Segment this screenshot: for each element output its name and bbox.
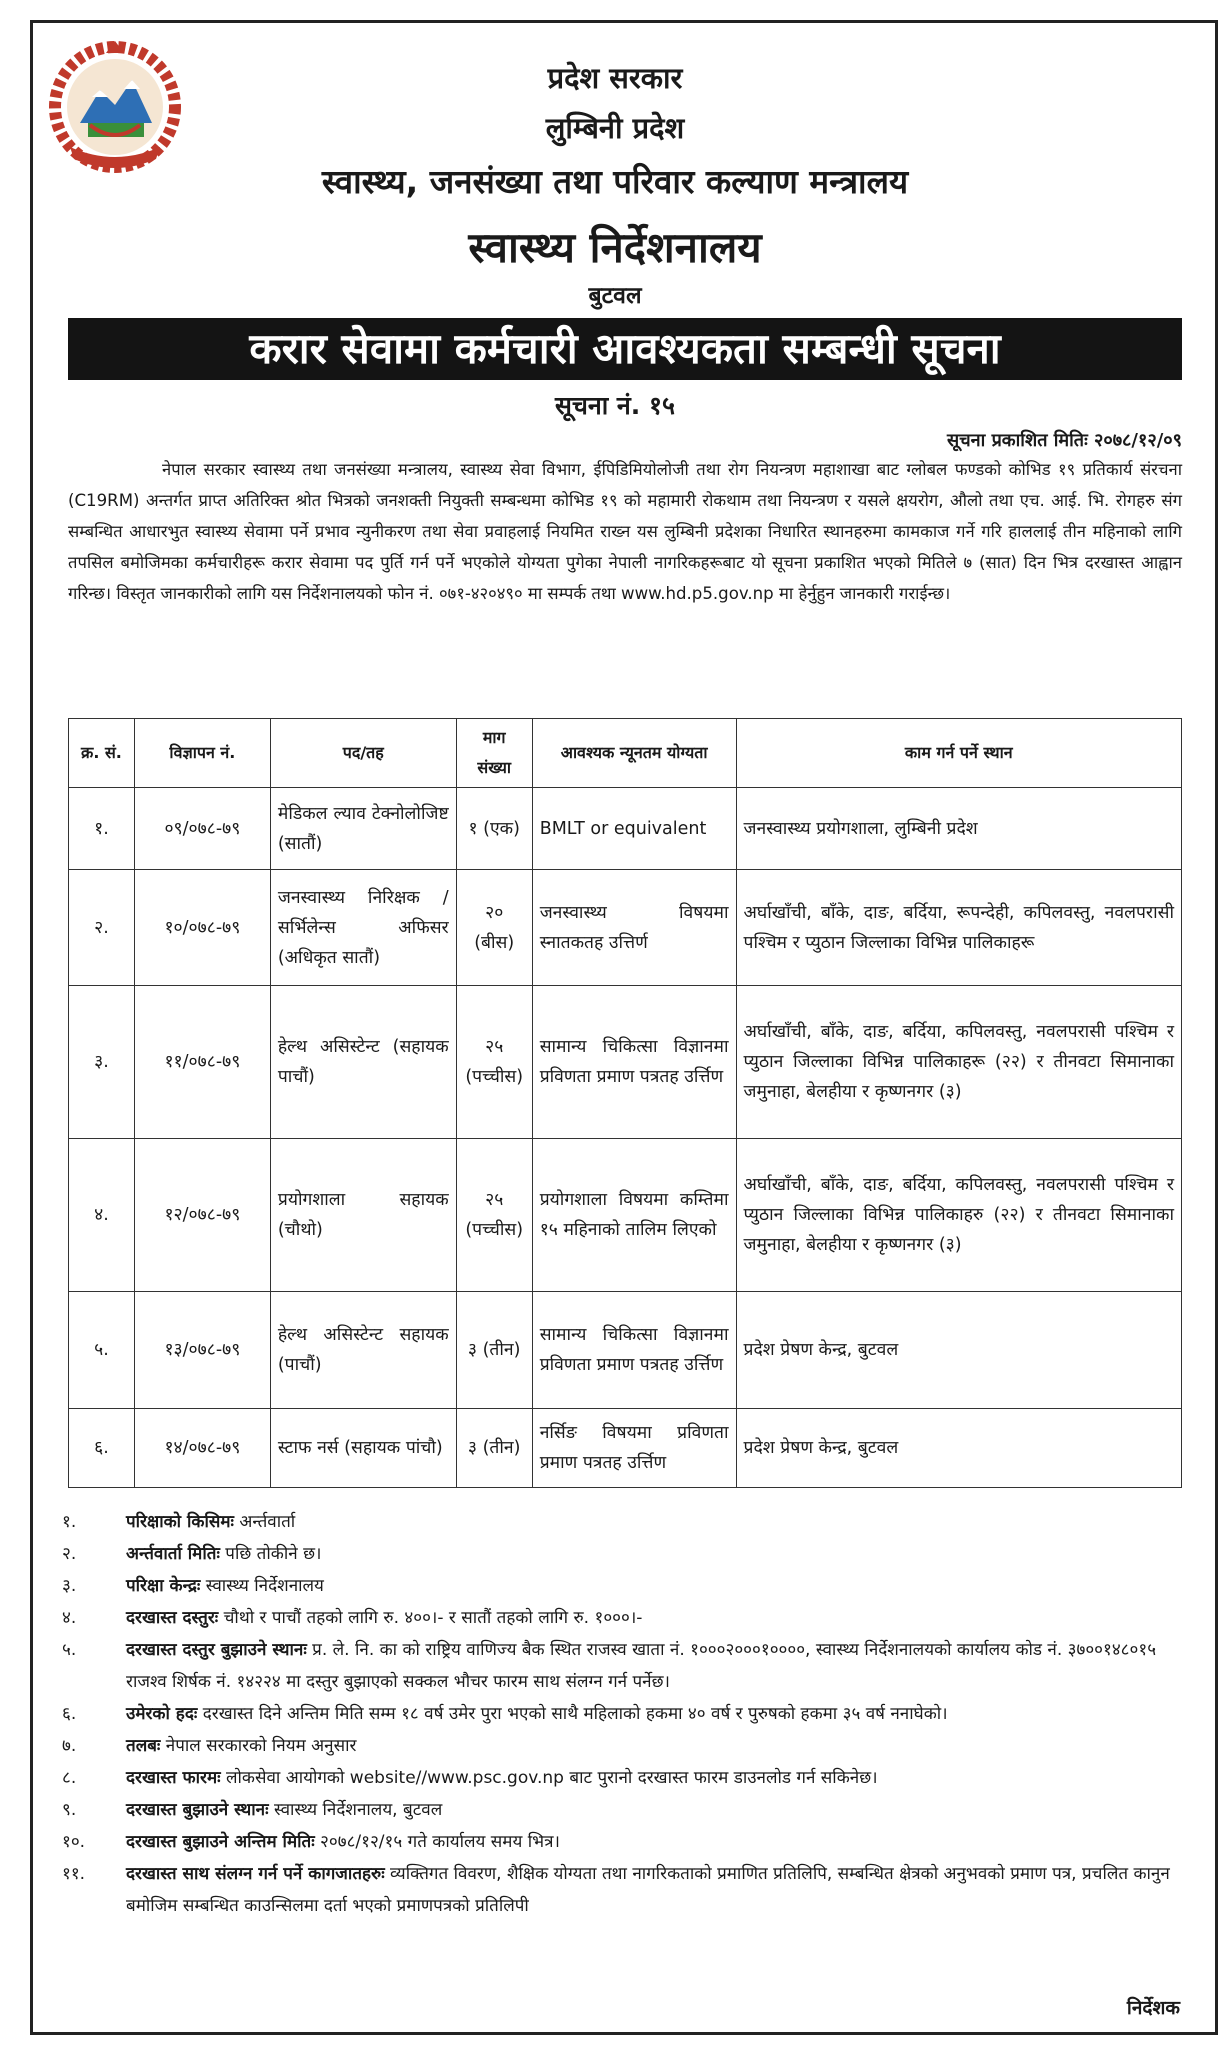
cell-count: २५ (पच्चीस)	[456, 986, 532, 1139]
header-ad-number: विज्ञापन नं.	[134, 719, 270, 788]
cell-count: २० (बीस)	[456, 870, 532, 986]
item-text: प्र. ले. नि. का को राष्ट्रिय वाणिज्य बैक स्थित राजस्व खाता नं. १०००२०००१००००, स्वास्थ्य निर्देशनालयको कार्यालय कोड नं. ३७००१४८०१५ राजश्व शिर्षक नं. १४२२४ मा दस्तुर बुझाएको सक्कल भौचर फारम साथ संलग्न गर्न पर्नेछ।	[126, 1640, 1157, 1692]
item-number: २.	[62, 1544, 77, 1564]
item-text: स्वास्थ्य निर्देशनालय	[200, 1576, 324, 1596]
notice-title-banner: करार सेवामा कर्मचारी आवश्यकता सम्बन्धी सूचना	[68, 318, 1182, 380]
header-qualification: आवश्यक न्यूनतम योग्यता	[532, 719, 736, 788]
cell-ad-number: १३/०७८-७९	[134, 1292, 270, 1409]
cell-place: प्रदेश प्रेषण केन्द्र, बुटवल	[736, 1292, 1181, 1409]
cell-qualification: सामान्य चिकित्सा विज्ञानमा प्रविणता प्रमाण पत्रतह उर्त्तिण	[532, 1292, 736, 1409]
cell-ad-number: ०९/०७८-७९	[134, 788, 270, 870]
table-row	[69, 1292, 1182, 1409]
cell-qualification: प्रयोगशाला विषयमा कम्तिमा १५ महिनाको तालिम लिएको	[532, 1139, 736, 1292]
table-row	[69, 788, 1182, 870]
cell-post: हेल्थ असिस्टेन्ट सहायक (पाचौं)	[270, 1292, 456, 1409]
vacancy-table	[68, 718, 1182, 1488]
cell-count: ३ (तीन)	[456, 1409, 532, 1488]
cell-serial: ६.	[69, 1409, 135, 1488]
cell-qualification: जनस्वास्थ्य विषयमा स्नातकतह उत्तिर्ण	[532, 870, 736, 986]
header-work-place: काम गर्न पर्ने स्थान	[736, 719, 1181, 788]
header-serial: क्र. सं.	[69, 719, 135, 788]
item-label: उमेरको हदः	[126, 1704, 198, 1724]
item-label: दरखास्त दस्तुरः	[126, 1608, 219, 1628]
header-directorate: स्वास्थ्य निर्देशनालय	[468, 223, 762, 272]
item-text: पछि तोकीने छ।	[219, 1544, 322, 1564]
item-number: ४.	[62, 1608, 77, 1628]
item-label: दरखास्त बुझाउने अन्तिम मितिः	[126, 1832, 315, 1852]
header-province: लुम्बिनी प्रदेश	[545, 111, 685, 145]
cell-qualification: BMLT or equivalent	[532, 788, 736, 870]
item-label: दरखास्त बुझाउने स्थानः	[126, 1800, 269, 1820]
table-header-row	[69, 719, 1182, 788]
item-label: तलबः	[126, 1736, 161, 1756]
list-item	[62, 1858, 1184, 1922]
header-post: पद/तह	[270, 719, 456, 788]
cell-serial: ५.	[69, 1292, 135, 1409]
cell-place: अर्घाखाँची, बाँके, दाङ, बर्दिया, कपिलवस्तु, नवलपरासी पश्चिम र प्युठान जिल्लाका विभिन्न पालिकाहरु (२२) र तीनवटा सिमानाका जमुनाहा, बेलहीया र कृष्णनगर (३)	[736, 1139, 1181, 1292]
table-row	[69, 1409, 1182, 1488]
table-row	[69, 870, 1182, 986]
list-item	[62, 1538, 1184, 1570]
item-label: दरखास्त साथ संलग्न गर्न पर्ने कागजातहरुः	[126, 1864, 385, 1884]
cell-post: मेडिकल ल्याव टेक्नोलोजिष्ट (सातौं)	[270, 788, 456, 870]
cell-place: जनस्वास्थ्य प्रयोगशाला, लुम्बिनी प्रदेश	[736, 788, 1181, 870]
published-date: सूचना प्रकाशित मितिः २०७८/१२/०९	[947, 430, 1182, 451]
item-number: ८.	[62, 1768, 77, 1788]
item-label: परिक्षा केन्द्रः	[126, 1576, 201, 1596]
item-number: ६.	[62, 1704, 77, 1724]
cell-serial: ४.	[69, 1139, 135, 1292]
cell-serial: ३.	[69, 986, 135, 1139]
item-label: अर्न्तवार्ता मितिः	[126, 1544, 220, 1564]
list-item	[62, 1730, 1184, 1762]
cell-count: १ (एक)	[456, 788, 532, 870]
header-ministry: स्वास्थ्य, जनसंख्या तथा परिवार कल्याण मन्त्रालय	[321, 162, 909, 201]
intro-paragraph: नेपाल सरकार स्वास्थ्य तथा जनसंख्या मन्त्रालय, स्वास्थ्य सेवा विभाग, ईपिडिमियोलोजी तथा रोग नियन्त्रण महाशाखा बाट ग्लोबल फण्डको कोभिड १९ प्रतिकार्य संरचना (C19RM) अन्तर्गत प्राप्त अतिरिक्त श्रोत भित्रको जनशक्ती नियुक्ती सम्बन्धमा कोभिड १९ को महामारी रोकथाम तथा नियन्त्रण र यसले क्षयरोग, औलो तथा एच. आई. भि. रोगहरु संग सम्बन्धित आधारभुत स्वास्थ्य सेवामा पर्ने प्रभाव न्युनीकरण तथा सेवा प्रवाहलाई नियमित राख्न यस लुम्बिनी प्रदेशका निधारित स्थानहरुमा कामकाज गर्ने गरि हाललाई तीन महिनाको लागि तपसिल बमोजिमका कर्मचारीहरू करार सेवामा पद पुर्ति गर्न पर्ने भएकोले योग्यता पुगेका नेपाली नागरिकहरूबाट यो सूचना प्रकाशित भएको मितिले ७ (सात) दिन भित्र दरखास्त आह्वान गरिन्छ। विस्तृत जानकारीको लागि यस निर्देशनालयको फोन नं. ०७१-४२०४९० मा सम्पर्क तथा www.hd.p5.gov.np मा हेर्नुहुन जानकारी गराईन्छ।	[68, 460, 1182, 603]
cell-place: अर्घाखाँची, बाँके, दाङ, बर्दिया, कपिलवस्तु, नवलपरासी पश्चिम र प्युठान जिल्लाका विभिन्न पालिकाहरू (२२) र तीनवटा सिमानाका जमुनाहा, बेलहीया र कृष्णनगर (३)	[736, 986, 1181, 1139]
item-label: परिक्षाको किसिमः	[126, 1512, 234, 1532]
cell-serial: १.	[69, 788, 135, 870]
cell-ad-number: ११/०७८-७९	[134, 986, 270, 1139]
list-item	[62, 1698, 1184, 1730]
list-item	[62, 1826, 1184, 1858]
table-row	[69, 1139, 1182, 1292]
item-text: लोकसेवा आयोगको website//www.psc.gov.np बाट पुरानो दरखास्त फारम डाउनलोड गर्न सकिनेछ।	[220, 1768, 878, 1788]
item-text: २०७८/१२/१५ गते कार्यालय समय भित्र।	[314, 1832, 560, 1852]
item-text: दरखास्त दिने अन्तिम मिति सम्म १८ वर्ष उमेर पुरा भएको साथै महिलाको हकमा ४० वर्ष र पुरुषको हकमा ३५ वर्ष ननाघेको।	[197, 1704, 948, 1724]
cell-ad-number: १४/०७८-७९	[134, 1409, 270, 1488]
item-number: ७.	[62, 1736, 77, 1756]
list-item	[62, 1634, 1184, 1698]
list-item	[62, 1506, 1184, 1538]
item-label: दरखास्त फारमः	[126, 1768, 221, 1788]
cell-place: अर्घाखाँची, बाँके, दाङ, बर्दिया, रूपन्देही, कपिलवस्तु, नवलपरासी पश्चिम र प्युठान जिल्लाका विभिन्न पालिकाहरू	[736, 870, 1181, 986]
cell-ad-number: १०/०७८-७९	[134, 870, 270, 986]
signature-director: निर्देशक	[1126, 1997, 1180, 2019]
item-text: अर्न्तवार्ता	[233, 1512, 296, 1532]
cell-post: हेल्थ असिस्टेन्ट (सहायक पाचौं)	[270, 986, 456, 1139]
list-item	[62, 1762, 1184, 1794]
list-item	[62, 1794, 1184, 1826]
cell-count: ३ (तीन)	[456, 1292, 532, 1409]
notice-number: सूचना नं. १५	[555, 391, 675, 420]
cell-post: जनस्वास्थ्य निरिक्षक /सर्भिलेन्स अफिसर (अधिकृत सातौं)	[270, 870, 456, 986]
item-number: ९.	[62, 1800, 77, 1820]
list-item	[62, 1570, 1184, 1602]
item-number: १.	[62, 1512, 77, 1532]
item-text: नेपाल सरकारको नियम अनुसार	[160, 1736, 357, 1756]
header-location: बुटवल	[588, 283, 642, 309]
cell-count: २५ (पच्चीस)	[456, 1139, 532, 1292]
header-demand-count: माग संख्या	[456, 719, 532, 788]
item-number: ३.	[62, 1576, 77, 1596]
list-item	[62, 1602, 1184, 1634]
cell-qualification: नर्सिङ विषयमा प्रविणता प्रमाण पत्रतह उर्त्तिण	[532, 1409, 736, 1488]
conditions-list	[62, 1506, 1184, 1922]
cell-ad-number: १२/०७८-७९	[134, 1139, 270, 1292]
cell-post: स्टाफ नर्स (सहायक पांचौ)	[270, 1409, 456, 1488]
cell-post: प्रयोगशाला सहायक (चौथो)	[270, 1139, 456, 1292]
cell-place: प्रदेश प्रेषण केन्द्र, बुटवल	[736, 1409, 1181, 1488]
cell-serial: २.	[69, 870, 135, 986]
header-government: प्रदेश सरकार	[547, 61, 683, 95]
cell-qualification: सामान्य चिकित्सा विज्ञानमा प्रविणता प्रमाण पत्रतह उर्त्तिण	[532, 986, 736, 1139]
item-text: व्यक्तिगत विवरण, शैक्षिक योग्यता तथा नागरिकताको प्रमाणित प्रतिलिपि, सम्बन्धित क्षेत्रको अनुभवको प्रमाण पत्र, प्रचलित कानुन बमोजिम सम्बन्धित काउन्सिलमा दर्ता भएको प्रमाणपत्रको प्रतिलिपी	[126, 1864, 1170, 1916]
item-number: ११.	[62, 1864, 86, 1884]
item-number: १०.	[62, 1832, 86, 1852]
item-label: दरखास्त दस्तुर बुझाउने स्थानः	[126, 1640, 307, 1660]
table-row	[69, 986, 1182, 1139]
item-text: चौथो र पाचौं तहको लागि रु. ४००।- र सातौं तहको लागि रु. १०००।-	[218, 1608, 643, 1628]
item-text: स्वास्थ्य निर्देशनालय, बुटवल	[268, 1800, 443, 1820]
item-number: ५.	[62, 1640, 77, 1660]
